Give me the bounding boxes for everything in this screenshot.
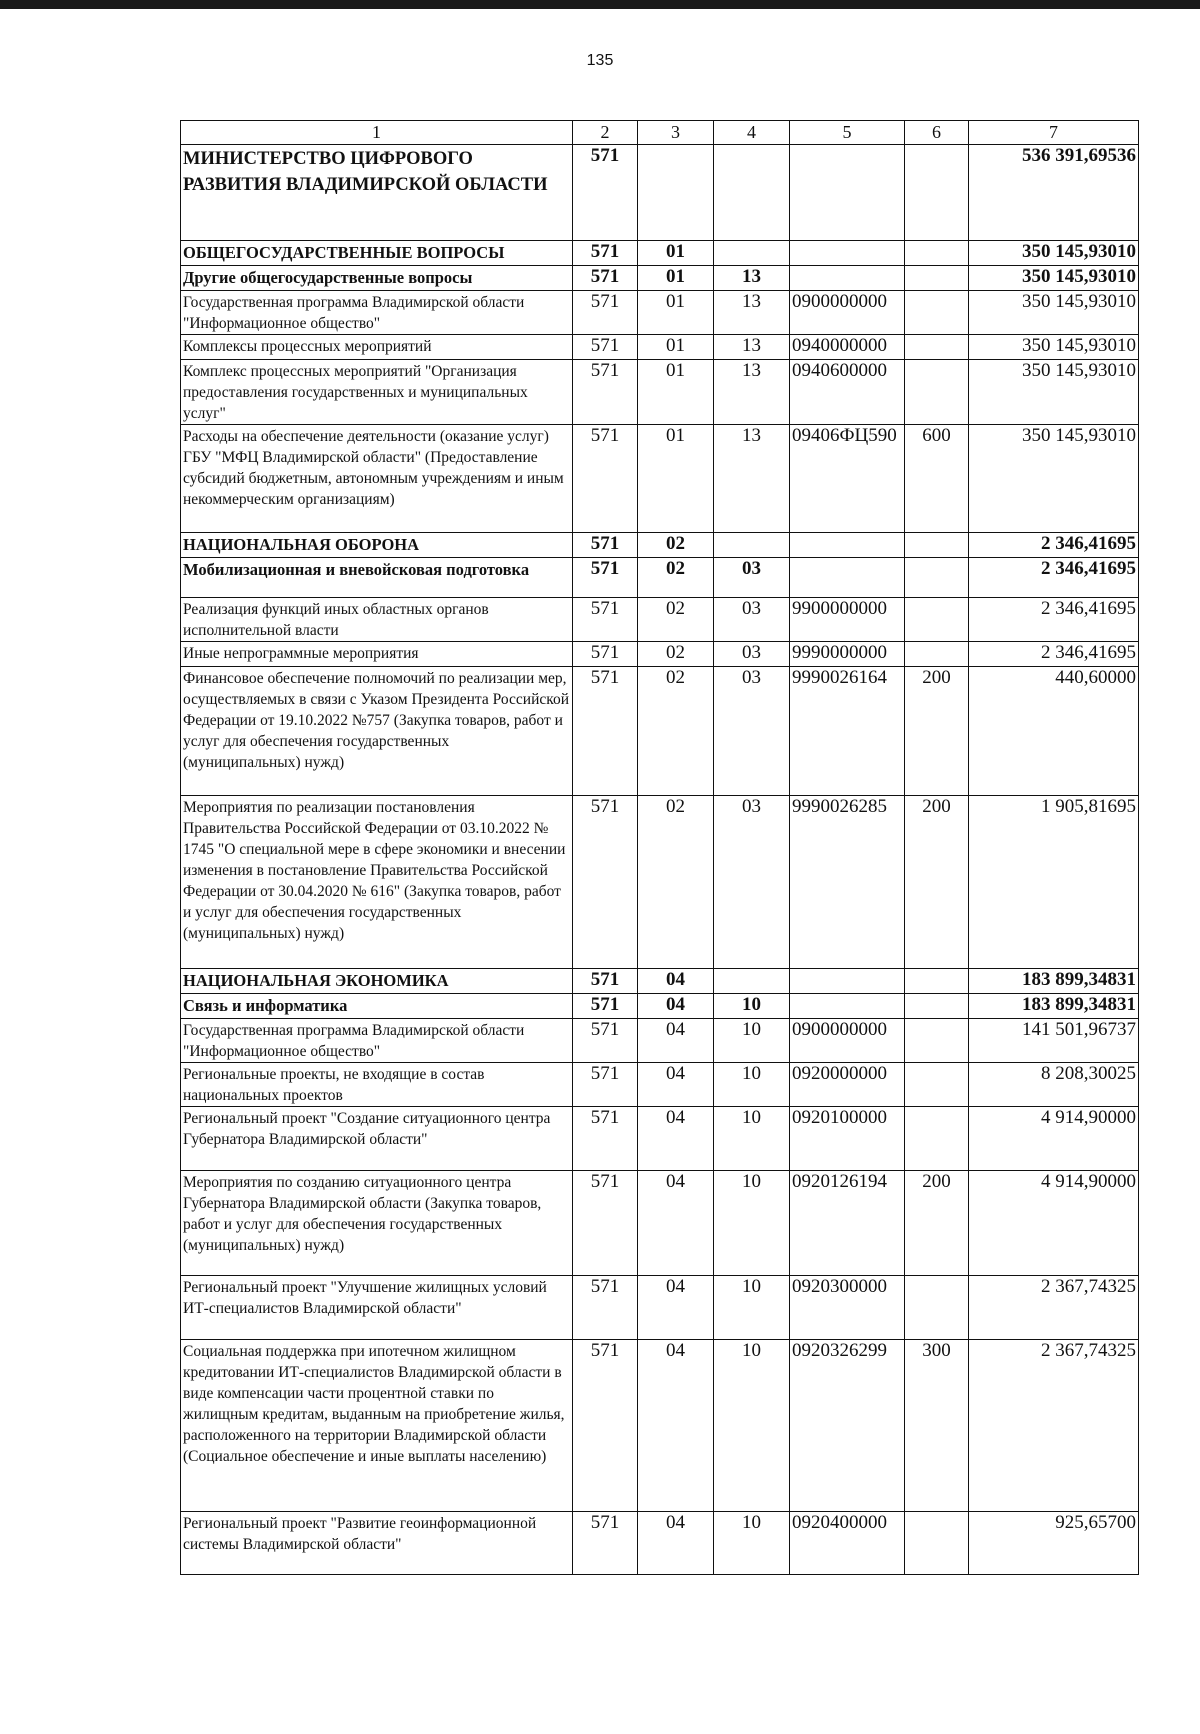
row-amount: 2 346,41695 xyxy=(969,558,1139,598)
table-row xyxy=(181,1063,1139,1107)
row-expense-type xyxy=(905,598,969,642)
row-target-article: 0920100000 xyxy=(790,1107,905,1171)
row-ved-code: 571 xyxy=(573,241,638,266)
table-row xyxy=(181,1340,1139,1512)
row-name: Государственная программа Владимирской области "Информационное общество" xyxy=(181,291,573,335)
row-expense-type xyxy=(905,1063,969,1107)
table-row xyxy=(181,969,1139,994)
row-ved-code: 571 xyxy=(573,796,638,969)
table-row xyxy=(181,425,1139,533)
row-amount: 350 145,93010 xyxy=(969,360,1139,425)
row-subsection-code: 03 xyxy=(714,558,790,598)
row-name: Региональный проект "Улучшение жилищных условий ИТ-специалистов Владимирской области" xyxy=(181,1276,573,1340)
row-name: Региональные проекты, не входящие в состав национальных проектов xyxy=(181,1063,573,1107)
row-subsection-code: 03 xyxy=(714,642,790,667)
table-row xyxy=(181,145,1139,241)
row-name: Иные непрограммные мероприятия xyxy=(181,642,573,667)
table-row xyxy=(181,1107,1139,1171)
row-ved-code: 571 xyxy=(573,360,638,425)
row-expense-type xyxy=(905,994,969,1019)
row-ved-code: 571 xyxy=(573,145,638,241)
row-expense-type xyxy=(905,1019,969,1063)
row-subsection-code xyxy=(714,241,790,266)
row-expense-type xyxy=(905,291,969,335)
row-expense-type xyxy=(905,335,969,360)
row-ved-code: 571 xyxy=(573,266,638,291)
row-amount: 350 145,93010 xyxy=(969,335,1139,360)
row-expense-type xyxy=(905,533,969,558)
row-target-article: 0900000000 xyxy=(790,1019,905,1063)
row-expense-type xyxy=(905,360,969,425)
row-subsection-code: 10 xyxy=(714,1063,790,1107)
row-expense-type xyxy=(905,241,969,266)
row-expense-type xyxy=(905,1276,969,1340)
row-name: Государственная программа Владимирской области "Информационное общество" xyxy=(181,1019,573,1063)
row-target-article xyxy=(790,241,905,266)
row-section-code: 04 xyxy=(638,1276,714,1340)
row-target-article xyxy=(790,969,905,994)
row-name: Расходы на обеспечение деятельности (оказание услуг) ГБУ "МФЦ Владимирской области" (Предоставление субсидий бюджетным, автономным учреждениям и иным некоммерческим организациям) xyxy=(181,425,573,533)
row-subsection-code: 03 xyxy=(714,598,790,642)
row-subsection-code: 13 xyxy=(714,291,790,335)
row-target-article: 0940600000 xyxy=(790,360,905,425)
row-ved-code: 571 xyxy=(573,425,638,533)
row-ved-code: 571 xyxy=(573,1512,638,1575)
page-number: 135 xyxy=(586,52,614,69)
column-header: 5 xyxy=(790,121,905,145)
row-amount: 1 905,81695 xyxy=(969,796,1139,969)
row-expense-type xyxy=(905,266,969,291)
table-row xyxy=(181,335,1139,360)
row-section-code: 01 xyxy=(638,360,714,425)
table-row xyxy=(181,598,1139,642)
row-name: Мероприятия по созданию ситуационного центра Губернатора Владимирской области (Закупка товаров, работ и услуг для обеспечения государственных (муниципальных) нужд) xyxy=(181,1171,573,1276)
row-amount: 183 899,34831 xyxy=(969,994,1139,1019)
row-name: Мероприятия по реализации постановления Правительства Российской Федерации от 03.10.2022 № 1745 "О специальной мере в сфере экономики и внесении изменения в постановление Правительства Российской Федерации от 30.04.2020 № 616" (Закупка товаров, работ и услуг для обеспечения государственных (муниципальных) нужд) xyxy=(181,796,573,969)
row-subsection-code xyxy=(714,969,790,994)
row-name: МИНИСТЕРСТВО ЦИФРОВОГО РАЗВИТИЯ ВЛАДИМИРСКОЙ ОБЛАСТИ xyxy=(181,145,573,241)
row-subsection-code: 13 xyxy=(714,335,790,360)
row-subsection-code: 10 xyxy=(714,1512,790,1575)
row-section-code: 04 xyxy=(638,1063,714,1107)
row-ved-code: 571 xyxy=(573,291,638,335)
row-subsection-code: 03 xyxy=(714,796,790,969)
table-row xyxy=(181,1512,1139,1575)
row-subsection-code: 13 xyxy=(714,425,790,533)
row-amount: 536 391,69536 xyxy=(969,145,1139,241)
row-amount: 350 145,93010 xyxy=(969,425,1139,533)
row-section-code: 02 xyxy=(638,558,714,598)
row-section-code: 02 xyxy=(638,533,714,558)
column-header: 4 xyxy=(714,121,790,145)
row-section-code: 01 xyxy=(638,241,714,266)
row-name: Реализация функций иных областных органов исполнительной власти xyxy=(181,598,573,642)
row-section-code: 02 xyxy=(638,796,714,969)
row-target-article xyxy=(790,994,905,1019)
row-name: Социальная поддержка при ипотечном жилищном кредитовании ИТ-специалистов Владимирской области в виде компенсации части процентной ставки по жилищным кредитам, выданным на приобретение жилья, расположенного на территории Владимирской области (Социальное обеспечение и иные выплаты населению) xyxy=(181,1340,573,1512)
budget-table xyxy=(180,120,1139,1575)
row-amount: 925,65700 xyxy=(969,1512,1139,1575)
row-expense-type xyxy=(905,558,969,598)
table-row xyxy=(181,1171,1139,1276)
row-ved-code: 571 xyxy=(573,1063,638,1107)
row-subsection-code: 10 xyxy=(714,1276,790,1340)
table-row xyxy=(181,558,1139,598)
row-target-article: 0920326299 xyxy=(790,1340,905,1512)
row-subsection-code: 10 xyxy=(714,1107,790,1171)
row-name: Связь и информатика xyxy=(181,994,573,1019)
row-expense-type xyxy=(905,1512,969,1575)
row-target-article xyxy=(790,558,905,598)
row-amount: 141 501,96737 xyxy=(969,1019,1139,1063)
table-row xyxy=(181,1276,1139,1340)
row-name: НАЦИОНАЛЬНАЯ ЭКОНОМИКА xyxy=(181,969,573,994)
row-ved-code: 571 xyxy=(573,598,638,642)
row-ved-code: 571 xyxy=(573,335,638,360)
row-subsection-code xyxy=(714,145,790,241)
row-subsection-code xyxy=(714,533,790,558)
row-amount: 183 899,34831 xyxy=(969,969,1139,994)
row-name: Комплекс процессных мероприятий "Организация предоставления государственных и муниципальных услуг" xyxy=(181,360,573,425)
row-ved-code: 571 xyxy=(573,1171,638,1276)
row-ved-code: 571 xyxy=(573,533,638,558)
row-target-article: 9990026285 xyxy=(790,796,905,969)
table-row xyxy=(181,642,1139,667)
row-amount: 2 367,74325 xyxy=(969,1340,1139,1512)
column-header-row xyxy=(181,121,1139,145)
row-expense-type: 200 xyxy=(905,1171,969,1276)
row-amount: 4 914,90000 xyxy=(969,1107,1139,1171)
column-header: 7 xyxy=(969,121,1139,145)
row-section-code: 04 xyxy=(638,1512,714,1575)
row-target-article: 9900000000 xyxy=(790,598,905,642)
row-name: Другие общегосударственные вопросы xyxy=(181,266,573,291)
table-row xyxy=(181,1019,1139,1063)
row-section-code: 04 xyxy=(638,1019,714,1063)
row-expense-type xyxy=(905,145,969,241)
row-ved-code: 571 xyxy=(573,994,638,1019)
row-expense-type: 600 xyxy=(905,425,969,533)
column-header: 3 xyxy=(638,121,714,145)
row-section-code: 01 xyxy=(638,266,714,291)
row-expense-type: 200 xyxy=(905,667,969,796)
row-name: Региональный проект "Развитие геоинформационной системы Владимирской области" xyxy=(181,1512,573,1575)
row-section-code: 04 xyxy=(638,994,714,1019)
row-target-article xyxy=(790,266,905,291)
row-section-code: 01 xyxy=(638,335,714,360)
row-subsection-code: 10 xyxy=(714,1171,790,1276)
row-name: НАЦИОНАЛЬНАЯ ОБОРОНА xyxy=(181,533,573,558)
row-amount: 2 346,41695 xyxy=(969,598,1139,642)
row-expense-type xyxy=(905,642,969,667)
row-section-code: 02 xyxy=(638,642,714,667)
row-target-article: 0920126194 xyxy=(790,1171,905,1276)
row-section-code: 04 xyxy=(638,1340,714,1512)
row-target-article: 9990000000 xyxy=(790,642,905,667)
row-target-article: 09406ФЦ590 xyxy=(790,425,905,533)
row-amount: 350 145,93010 xyxy=(969,291,1139,335)
row-ved-code: 571 xyxy=(573,1019,638,1063)
row-section-code: 01 xyxy=(638,425,714,533)
table-row xyxy=(181,796,1139,969)
row-subsection-code: 10 xyxy=(714,994,790,1019)
row-amount: 2 367,74325 xyxy=(969,1276,1139,1340)
row-target-article: 9990026164 xyxy=(790,667,905,796)
row-ved-code: 571 xyxy=(573,667,638,796)
row-section-code: 04 xyxy=(638,1107,714,1171)
row-amount: 4 914,90000 xyxy=(969,1171,1139,1276)
row-subsection-code: 10 xyxy=(714,1019,790,1063)
table-row xyxy=(181,994,1139,1019)
row-name: Комплексы процессных мероприятий xyxy=(181,335,573,360)
row-section-code: 02 xyxy=(638,667,714,796)
row-expense-type: 300 xyxy=(905,1340,969,1512)
row-amount: 350 145,93010 xyxy=(969,266,1139,291)
row-amount: 2 346,41695 xyxy=(969,533,1139,558)
row-target-article: 0920000000 xyxy=(790,1063,905,1107)
row-subsection-code: 10 xyxy=(714,1340,790,1512)
row-ved-code: 571 xyxy=(573,1276,638,1340)
row-target-article: 0940000000 xyxy=(790,335,905,360)
row-amount: 350 145,93010 xyxy=(969,241,1139,266)
row-ved-code: 571 xyxy=(573,642,638,667)
row-target-article: 0920300000 xyxy=(790,1276,905,1340)
table-row xyxy=(181,667,1139,796)
row-expense-type xyxy=(905,1107,969,1171)
table-row xyxy=(181,241,1139,266)
table-row xyxy=(181,360,1139,425)
row-target-article xyxy=(790,533,905,558)
row-expense-type xyxy=(905,969,969,994)
row-section-code xyxy=(638,145,714,241)
table-row xyxy=(181,533,1139,558)
row-section-code: 01 xyxy=(638,291,714,335)
column-header: 1 xyxy=(181,121,573,145)
row-subsection-code: 13 xyxy=(714,360,790,425)
column-header: 6 xyxy=(905,121,969,145)
row-ved-code: 571 xyxy=(573,1107,638,1171)
row-name: Региональный проект "Создание ситуационного центра Губернатора Владимирской области" xyxy=(181,1107,573,1171)
row-ved-code: 571 xyxy=(573,1340,638,1512)
row-target-article: 0920400000 xyxy=(790,1512,905,1575)
row-expense-type: 200 xyxy=(905,796,969,969)
row-section-code: 04 xyxy=(638,1171,714,1276)
row-ved-code: 571 xyxy=(573,969,638,994)
row-section-code: 04 xyxy=(638,969,714,994)
table-row xyxy=(181,266,1139,291)
row-subsection-code: 03 xyxy=(714,667,790,796)
scan-top-edge xyxy=(0,0,1200,9)
row-section-code: 02 xyxy=(638,598,714,642)
row-name: Мобилизационная и вневойсковая подготовка xyxy=(181,558,573,598)
row-name: Финансовое обеспечение полномочий по реализации мер, осуществляемых в связи с Указом Президента Российской Федерации от 19.10.2022 №757 (Закупка товаров, работ и услуг для обеспечения государственных (муниципальных) нужд) xyxy=(181,667,573,796)
row-name: ОБЩЕГОСУДАРСТВЕННЫЕ ВОПРОСЫ xyxy=(181,241,573,266)
row-amount: 8 208,30025 xyxy=(969,1063,1139,1107)
table-row xyxy=(181,291,1139,335)
row-target-article xyxy=(790,145,905,241)
row-amount: 2 346,41695 xyxy=(969,642,1139,667)
column-header: 2 xyxy=(573,121,638,145)
row-target-article: 0900000000 xyxy=(790,291,905,335)
row-subsection-code: 13 xyxy=(714,266,790,291)
row-ved-code: 571 xyxy=(573,558,638,598)
row-amount: 440,60000 xyxy=(969,667,1139,796)
